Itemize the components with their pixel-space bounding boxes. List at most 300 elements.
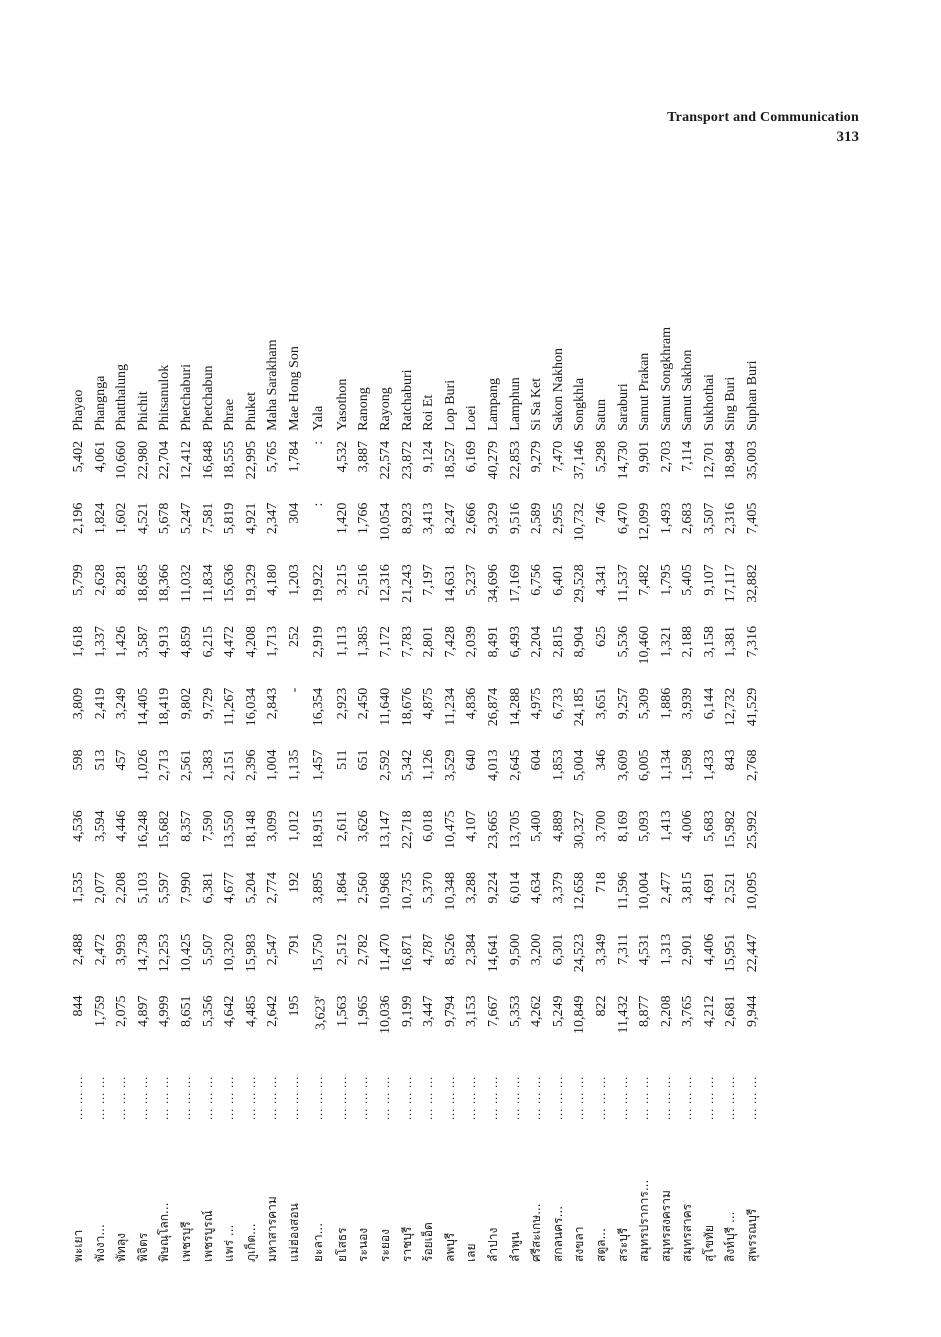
value-cell: 3,651 <box>593 687 609 720</box>
value-cell: 2,521 <box>723 872 739 904</box>
value-cell: 2,815 <box>550 626 566 658</box>
value-cell: 718 <box>593 872 609 894</box>
leader-dots: ... ... ... <box>701 1075 716 1120</box>
value-cell: 625 <box>593 626 609 647</box>
table-row <box>656 242 678 1262</box>
province-english: Sing Buri <box>723 376 739 431</box>
value-cell: 4,897 <box>135 995 151 1027</box>
value-cell: 4,521 <box>135 502 151 535</box>
table-row <box>483 242 505 1262</box>
province-thai: มหาสารคาม <box>265 1196 280 1262</box>
value-cell: 2,419 <box>92 687 108 720</box>
value-cell: 3,200 <box>529 933 545 966</box>
value-cell: 9,224 <box>485 872 501 904</box>
value-cell: 7,667 <box>485 995 501 1027</box>
value-cell: 9,802 <box>178 687 194 720</box>
value-cell: 40,279 <box>485 440 501 480</box>
value-cell: 8,491 <box>485 626 501 658</box>
province-english: Ratchaburi <box>399 369 415 431</box>
value-cell: 9,257 <box>615 687 631 720</box>
value-cell: 3,215 <box>334 564 350 596</box>
table-row <box>440 242 462 1262</box>
value-cell: 2,782 <box>356 933 372 966</box>
province-english: Phitsanulok <box>157 364 173 431</box>
value-cell: 15,983 <box>243 933 259 973</box>
value-cell: 13,147 <box>377 810 393 849</box>
value-cell: 22,704 <box>157 440 173 480</box>
table-row <box>613 242 635 1262</box>
value-cell: 15,951 <box>723 933 739 973</box>
value-cell: 511 <box>334 749 350 770</box>
value-cell: 1,321 <box>658 626 674 658</box>
province-english: Suphan Buri <box>745 360 761 431</box>
value-cell: 18,984 <box>723 440 739 480</box>
value-cell: 18,676 <box>399 687 415 727</box>
province-thai: สิงห์บุรี ... <box>723 1211 738 1262</box>
value-cell: 14,641 <box>485 933 501 973</box>
leader-dots: ... ... ... <box>334 1075 349 1120</box>
value-cell: 3,594 <box>92 810 108 842</box>
leader-dots: ... ... ... <box>745 1075 760 1120</box>
value-cell: 4,536 <box>71 810 86 842</box>
value-cell: 2,843 <box>265 687 281 720</box>
leader-dots: ... ... ... <box>114 1075 129 1120</box>
value-cell: 2,666 <box>464 502 480 535</box>
value-cell: 5,298 <box>593 440 609 473</box>
value-cell: 2,208 <box>658 995 674 1027</box>
value-cell: 16,248 <box>135 810 151 849</box>
table-row <box>548 242 570 1262</box>
value-cell: 1,886 <box>658 687 674 720</box>
leader-dots: ... ... ... <box>593 1075 608 1120</box>
value-cell: 5,819 <box>222 502 238 535</box>
province-thai: ยโสธร <box>334 1227 349 1262</box>
value-cell: 1,563 <box>334 995 350 1027</box>
province-english: Satun <box>593 398 609 431</box>
value-cell: 9,794 <box>442 995 458 1027</box>
value-cell: 21,243 <box>399 564 415 603</box>
leader-dots: ... ... ... <box>243 1075 258 1120</box>
value-cell: 822 <box>593 995 609 1017</box>
value-cell: 2,039 <box>464 626 480 658</box>
value-cell: 11,834 <box>200 564 216 603</box>
value-cell: 6,470 <box>615 502 631 535</box>
value-cell: 346 <box>593 749 609 771</box>
value-cell: 4,875 <box>421 687 437 720</box>
value-cell: 1,203 <box>286 564 302 596</box>
table-row <box>569 242 591 1262</box>
value-cell: 7,114 <box>680 440 696 472</box>
province-english: Lamphun <box>507 377 523 431</box>
value-cell: : <box>310 502 326 507</box>
value-cell: 9,124 <box>421 440 437 473</box>
value-cell: 12,316 <box>377 564 393 603</box>
value-cell: 4,532 <box>334 440 350 473</box>
province-thai: ลพบุรี <box>442 1232 457 1262</box>
table-row <box>591 242 613 1262</box>
value-cell: 598 <box>71 749 86 771</box>
leader-dots: ... ... ... <box>310 1075 325 1120</box>
value-cell: 5,765 <box>265 440 281 473</box>
value-cell: 12,253 <box>157 933 173 973</box>
value-cell: 23,872 <box>399 440 415 480</box>
province-thai: ยะลา... <box>310 1222 325 1262</box>
value-cell: 10,320 <box>222 933 238 973</box>
value-cell: 7,405 <box>745 502 761 535</box>
value-cell: 1,433 <box>701 749 717 781</box>
value-cell: 34,696 <box>485 564 501 603</box>
value-cell: 5,405 <box>680 564 696 596</box>
table-row <box>133 242 155 1262</box>
province-thai: พัทลุง <box>114 1232 129 1262</box>
value-cell: 4,889 <box>550 810 566 842</box>
value-cell: 12,412 <box>178 440 194 480</box>
table-row <box>68 242 90 1262</box>
value-cell: 3,887 <box>356 440 372 473</box>
value-cell: 1,602 <box>114 502 130 535</box>
leader-dots: ... ... ... <box>615 1075 630 1120</box>
value-cell: 41,529 <box>745 687 761 727</box>
value-cell: 2,075 <box>114 995 130 1027</box>
table-row <box>720 242 742 1262</box>
value-cell: 4,406 <box>701 933 717 966</box>
leader-dots: ... ... ... <box>658 1075 673 1120</box>
value-cell: 2,396 <box>243 749 259 781</box>
leader-dots: ... ... ... <box>399 1075 414 1120</box>
value-cell: 11,234 <box>442 687 458 726</box>
value-cell: 1,381 <box>723 626 739 658</box>
value-cell: 1,113 <box>334 626 350 657</box>
province-thai: สุพรรณบุรี <box>745 1208 760 1262</box>
province-thai: พิษณุโลก... <box>157 1202 172 1262</box>
value-cell: 5,204 <box>243 872 259 904</box>
running-header <box>667 110 859 146</box>
value-cell: 1,012 <box>286 810 302 842</box>
value-cell: 1,420 <box>334 502 350 535</box>
value-cell: 14,631 <box>442 564 458 603</box>
value-cell: 12,701 <box>701 440 717 480</box>
value-cell: 1,795 <box>658 564 674 596</box>
value-cell: 3,623$^r$ <box>310 995 329 1030</box>
value-cell: 15,682 <box>157 810 173 849</box>
province-english: Rayong <box>377 387 393 431</box>
value-cell: 843 <box>723 749 739 771</box>
value-cell: 1,004 <box>265 749 281 781</box>
value-cell: 14,730 <box>615 440 631 480</box>
value-cell: 6,169 <box>464 440 480 473</box>
value-cell: 2,472 <box>92 933 108 966</box>
value-cell: 17,169 <box>507 564 523 603</box>
value-cell: 1,135 <box>286 749 302 781</box>
value-cell: 4,061 <box>92 440 108 473</box>
value-cell: 2,384 <box>464 933 480 966</box>
value-cell: 18,148 <box>243 810 259 849</box>
value-cell: 11,470 <box>377 933 393 972</box>
value-cell: 10,475 <box>442 810 458 849</box>
value-cell: 5,004 <box>572 749 588 781</box>
value-cell: 25,992 <box>745 810 761 849</box>
value-cell: 10,968 <box>377 872 393 911</box>
province-thai: สมุทรสาคร <box>680 1203 695 1262</box>
value-cell: 5,249 <box>550 995 566 1027</box>
table-row <box>111 242 133 1262</box>
value-cell: 3,349 <box>593 933 609 966</box>
value-cell: 8,526 <box>442 933 458 966</box>
value-cell: 4,999 <box>157 995 173 1027</box>
province-thai: ราชบุรี <box>399 1226 414 1262</box>
province-english: Si Sa Ket <box>529 377 545 431</box>
province-english: Ranong <box>356 387 372 431</box>
province-thai: ระนอง <box>356 1227 371 1262</box>
province-thai: ลำพูน <box>507 1231 522 1262</box>
leader-dots: ... ... ... <box>507 1075 522 1120</box>
province-english: Maha Sarakham <box>265 339 281 431</box>
value-cell: 22,980 <box>135 440 151 480</box>
value-cell: 2,477 <box>658 872 674 904</box>
value-cell: 9,944 <box>745 995 761 1027</box>
value-cell: 9,901 <box>637 440 653 473</box>
value-cell: 1,759 <box>92 995 108 1027</box>
value-cell: 2,628 <box>92 564 108 596</box>
leader-dots: ... ... ... <box>421 1075 436 1120</box>
value-cell: 1,313 <box>658 933 674 966</box>
value-cell: 10,660 <box>114 440 130 480</box>
leader-dots: ... ... ... <box>550 1075 565 1120</box>
value-cell: 2,801 <box>421 626 437 658</box>
value-cell: 3,993 <box>114 933 130 966</box>
value-cell: 6,401 <box>550 564 566 596</box>
value-cell: 2,347 <box>265 502 281 535</box>
province-thai: สกลนคร... <box>550 1205 565 1262</box>
value-cell: 16,354 <box>310 687 326 727</box>
value-cell: 16,871 <box>399 933 415 973</box>
province-thai: ศรีสะเกษ... <box>529 1203 544 1262</box>
value-cell: 11,640 <box>377 687 393 726</box>
value-cell: 3,447 <box>421 995 437 1027</box>
leader-dots: ... ... ... <box>723 1075 738 1120</box>
value-cell: 2,488 <box>71 933 86 966</box>
value-cell: 4,836 <box>464 687 480 720</box>
table-row <box>90 242 112 1262</box>
province-english: Saraburi <box>615 383 631 431</box>
value-cell: 1,457 <box>310 749 326 781</box>
province-thai: สตูล... <box>593 1228 608 1262</box>
leader-dots: ... ... ... <box>222 1075 237 1120</box>
value-cell: 1,385 <box>356 626 372 658</box>
table-row <box>176 242 198 1262</box>
value-cell: - <box>286 687 302 693</box>
province-thai: สมุทรปราการ... <box>637 1179 652 1262</box>
value-cell: 3,609 <box>615 749 631 781</box>
province-english: Phangnga <box>92 375 108 431</box>
value-cell: 304 <box>286 502 302 524</box>
value-cell: 6,018 <box>421 810 437 842</box>
value-cell: 6,215 <box>200 626 216 658</box>
rotated-table-container <box>68 242 848 1262</box>
value-cell: 18,685 <box>135 564 151 603</box>
value-cell: 3,507 <box>701 502 717 535</box>
province-thai: ระยอง <box>377 1229 392 1262</box>
value-cell: 2,923 <box>334 687 350 720</box>
value-cell: 4,921 <box>243 502 259 535</box>
value-cell: 457 <box>114 749 130 771</box>
value-cell: 2,316 <box>723 502 739 535</box>
value-cell: 17,117 <box>723 564 739 603</box>
value-cell: 2,919 <box>310 626 326 658</box>
value-cell: 791 <box>286 933 302 955</box>
province-english: Roi Et <box>421 394 437 431</box>
value-cell: 1,713 <box>265 626 281 658</box>
leader-dots: ... ... ... <box>265 1075 280 1120</box>
value-cell: 2,208 <box>114 872 130 904</box>
value-cell: 2,642 <box>265 995 281 1027</box>
value-cell: 10,348 <box>442 872 458 911</box>
leader-dots: ... ... ... <box>442 1075 457 1120</box>
value-cell: : <box>310 440 326 445</box>
value-cell: 2,681 <box>723 995 739 1027</box>
value-cell: 7,311 <box>615 933 631 965</box>
statistics-table <box>68 242 764 1262</box>
province-english: Phetchaburi <box>178 363 194 431</box>
value-cell: 16,034 <box>243 687 259 727</box>
province-english: Phayao <box>71 389 86 431</box>
value-cell: 604 <box>529 749 545 771</box>
value-cell: 8,247 <box>442 502 458 535</box>
value-cell: 1,864 <box>334 872 350 904</box>
value-cell: 6,756 <box>529 564 545 596</box>
value-cell: 5,678 <box>157 502 173 535</box>
value-cell: 9,279 <box>529 440 545 473</box>
value-cell: 2,151 <box>222 749 238 781</box>
value-cell: 2,645 <box>507 749 523 781</box>
value-cell: 7,197 <box>421 564 437 596</box>
value-cell: 1,493 <box>658 502 674 535</box>
province-english: Phrae <box>222 398 238 431</box>
value-cell: 24,523 <box>572 933 588 973</box>
value-cell: 11,537 <box>615 564 631 603</box>
leader-dots: ... ... ... <box>71 1075 85 1120</box>
value-cell: 2,512 <box>334 933 350 966</box>
value-cell: 1,598 <box>680 749 696 781</box>
value-cell: 192 <box>286 872 302 894</box>
value-cell: 9,107 <box>701 564 717 596</box>
value-cell: 16,848 <box>200 440 216 480</box>
table-row <box>397 242 419 1262</box>
value-cell: 2,077 <box>92 872 108 904</box>
province-english: Phetchabun <box>200 365 216 431</box>
value-cell: 5,342 <box>399 749 415 781</box>
value-cell: 3,153 <box>464 995 480 1027</box>
value-cell: 1,426 <box>114 626 130 658</box>
value-cell: 6,014 <box>507 872 523 904</box>
value-cell: 3,895 <box>310 872 326 904</box>
value-cell: 4,013 <box>485 749 501 781</box>
value-cell: 5,356 <box>200 995 216 1027</box>
value-cell: 2,561 <box>178 749 194 781</box>
value-cell: 8,877 <box>637 995 653 1027</box>
value-cell: 4,485 <box>243 995 259 1027</box>
value-cell: 6,005 <box>637 749 653 781</box>
value-cell: 195 <box>286 995 302 1017</box>
province-english: Loei <box>464 405 480 431</box>
value-cell: 7,470 <box>550 440 566 473</box>
value-cell: 3,765 <box>680 995 696 1027</box>
value-cell: 844 <box>71 995 86 1017</box>
value-cell: 10,095 <box>745 872 761 911</box>
value-cell: 8,281 <box>114 564 130 596</box>
value-cell: 2,450 <box>356 687 372 720</box>
value-cell: 640 <box>464 749 480 771</box>
value-cell: 2,901 <box>680 933 696 966</box>
table-row <box>306 242 332 1262</box>
value-cell: 23,665 <box>485 810 501 849</box>
leader-dots: ... ... ... <box>286 1075 301 1120</box>
value-cell: 7,581 <box>200 502 216 535</box>
value-cell: 7,990 <box>178 872 194 904</box>
value-cell: 2,196 <box>71 502 86 535</box>
province-thai: ภูเก็ต... <box>243 1223 258 1262</box>
province-english: Phichit <box>135 391 151 431</box>
value-cell: 6,144 <box>701 687 717 720</box>
value-cell: 5,400 <box>529 810 545 842</box>
leader-dots: ... ... ... <box>92 1075 107 1120</box>
value-cell: 5,507 <box>200 933 216 966</box>
value-cell: 19,922 <box>310 564 326 603</box>
value-cell: 2,713 <box>157 749 173 781</box>
province-english: Mae Hong Son <box>286 346 302 431</box>
table-row <box>284 242 306 1262</box>
value-cell: 4,006 <box>680 810 696 842</box>
value-cell: 3,379 <box>550 872 566 904</box>
value-cell: 7,172 <box>377 626 393 658</box>
value-cell: 4,975 <box>529 687 545 720</box>
value-cell: 2,204 <box>529 626 545 658</box>
province-thai: เลย <box>464 1243 479 1262</box>
value-cell: 6,301 <box>550 933 566 966</box>
province-english: Sukhothai <box>701 374 717 431</box>
value-cell: 4,212 <box>701 995 717 1027</box>
value-cell: 8,169 <box>615 810 631 842</box>
value-cell: 4,691 <box>701 872 717 904</box>
province-thai: พังงา... <box>92 1224 107 1262</box>
table-row <box>332 242 354 1262</box>
province-thai: สมุทรสงคราม <box>658 1190 673 1262</box>
province-english: Sakon Nakhon <box>550 348 566 431</box>
value-cell: 5,309 <box>637 687 653 720</box>
province-english: Songkhla <box>572 377 588 431</box>
province-thai: พิจิตร <box>135 1232 150 1262</box>
value-cell: 513 <box>92 749 108 771</box>
value-cell: 9,729 <box>200 687 216 720</box>
table-row <box>461 242 483 1262</box>
value-cell: 10,036 <box>377 995 393 1034</box>
value-cell: 2,560 <box>356 872 372 904</box>
value-cell: 12,732 <box>723 687 739 727</box>
table-body <box>68 242 764 1262</box>
value-cell: 22,995 <box>243 440 259 480</box>
value-cell: 10,004 <box>637 872 653 911</box>
leader-dots: ... ... ... <box>178 1075 193 1120</box>
table-row <box>353 242 375 1262</box>
table-row <box>375 242 397 1262</box>
revised-mark: r <box>310 995 321 999</box>
value-cell: 1,853 <box>550 749 566 781</box>
value-cell: 1,535 <box>71 872 86 904</box>
value-cell: 5,247 <box>178 502 194 535</box>
province-thai: พะเยา <box>71 1229 85 1262</box>
value-cell: 8,923 <box>399 502 415 535</box>
table-row <box>634 242 656 1262</box>
